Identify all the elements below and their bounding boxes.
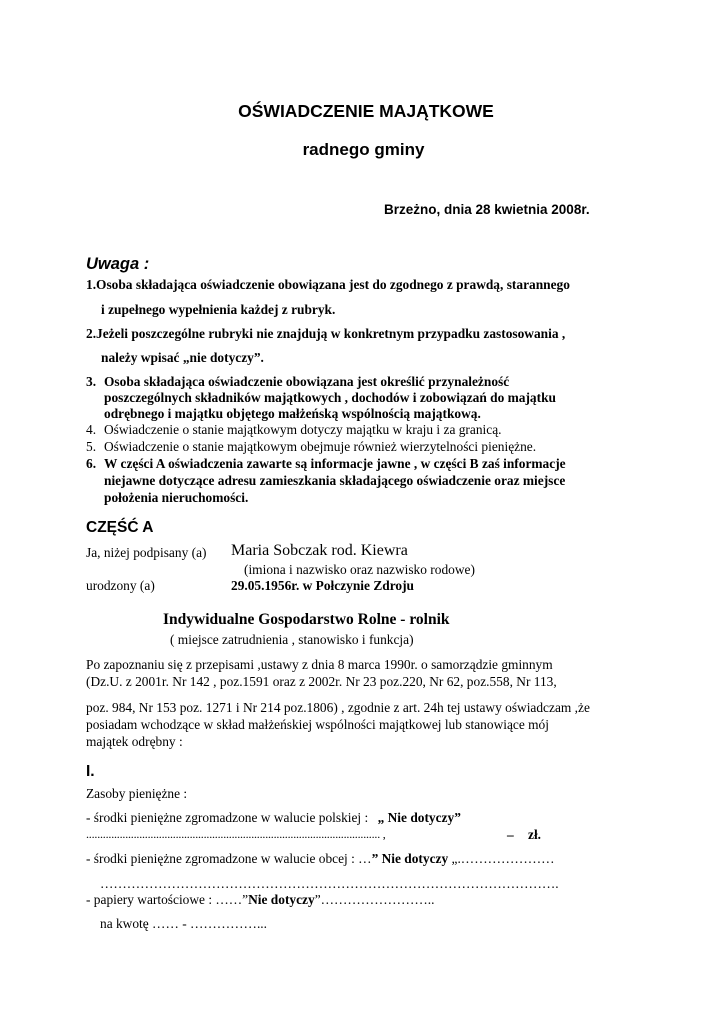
place-and-date: Brzeżno, dnia 28 kwietnia 2008r. <box>384 202 590 217</box>
signed-label: Ja, niżej podpisany (a) <box>86 545 207 560</box>
securities-label: - papiery wartościowe : ……” <box>86 892 249 907</box>
signed-name: Maria Sobczak rod. Kiewra <box>231 542 408 559</box>
note-1-line-2: i zupełnego wypełnienia każdej z rubryk. <box>101 302 336 317</box>
employment-value: Indywidualne Gospodarstwo Rolne - rolnik <box>163 611 450 628</box>
employment-hint: ( miejsce zatrudnienia , stanowisko i funkcja) <box>170 632 414 647</box>
securities-value: Nie dotyczy <box>248 892 315 907</box>
foreign-funds-label: - środki pieniężne zgromadzone w walucie obcej : … <box>86 851 372 866</box>
signed-name-hint: (imiona i nazwisko oraz nazwisko rodowe) <box>244 562 475 577</box>
note-5-text: Oświadczenie o stanie majątkowym obejmuje również wierzytelności pieniężne. <box>104 439 537 454</box>
note-2-line-1: 2.Jeżeli poszczególne rubryki nie znajdują w konkretnym przypadku zastosowania , <box>86 326 566 341</box>
pln-funds-row <box>86 810 461 826</box>
declaration-paragraph-line-4: posiadam wchodzące w skład małżeńskiej wspólności majątkowej lub stanowiące mój <box>86 717 549 732</box>
note-6-line-2: niejawne dotyczące adresu zamieszkania składającego oświadczenie oraz miejsce <box>104 473 566 488</box>
pln-funds-label: - środki pieniężne zgromadzone w walucie polskiej : <box>86 810 369 825</box>
notes-heading: Uwaga : <box>86 255 150 273</box>
declaration-paragraph-line-3: poz. 984, Nr 153 poz. 1271 i Nr 214 poz.1806) , zgodnie z art. 24h tej ustawy oświadczam ,że <box>86 700 590 715</box>
note-3-number: 3. <box>86 374 97 389</box>
note-3-line-2: poszczególnych składników majątkowych , dochodów i zobowiązań do majątku <box>104 390 556 405</box>
pln-funds-unit: zł. <box>528 827 542 842</box>
document-title: OŚWIADCZENIE MAJĄTKOWE <box>238 101 494 121</box>
securities-amount-line: na kwotę …… - ……………... <box>100 916 267 931</box>
note-6-line-3: położenia nieruchomości. <box>104 490 249 505</box>
note-5-number: 5. <box>86 439 97 454</box>
declaration-paragraph-line-1: Po zapoznaniu się z przepisami ,ustawy z dnia 8 marca 1990r. o samorządzie gminnym <box>86 657 553 672</box>
note-1-line-1: 1.Osoba składająca oświadczenie obowiązana jest do zgodnego z prawdą, starannego <box>86 277 570 292</box>
foreign-funds-row <box>86 851 555 867</box>
pln-funds-amount: – <box>507 827 514 842</box>
declaration-paragraph-line-5: majątek odrębny : <box>86 734 183 749</box>
born-value: 29.05.1956r. w Połczynie Zdroju <box>231 578 415 593</box>
pln-funds-value: „ Nie dotyczy” <box>377 810 461 825</box>
note-2-line-2: należy wpisać „nie dotyczy”. <box>101 350 264 365</box>
note-3-line-3: odrębnego i majątku objętego małżeńską wspólnością majątkową. <box>104 406 481 421</box>
note-4-number: 4. <box>86 422 97 437</box>
note-3-line-1: Osoba składająca oświadczenie obowiązana jest określić przynależność <box>104 374 510 389</box>
part-a-heading: CZĘŚĆ A <box>86 519 154 536</box>
foreign-funds-suffix: „.………………… <box>448 851 555 866</box>
securities-suffix: ”…………………….. <box>314 892 435 907</box>
cash-resources-label: Zasoby pieniężne : <box>86 786 188 801</box>
note-6-number: 6. <box>86 456 97 471</box>
securities-row <box>86 892 434 908</box>
born-label: urodzony (a) <box>86 578 155 593</box>
foreign-funds-value: ” Nie dotyczy <box>371 851 449 866</box>
note-6-line-1: W części A oświadczenia zawarte są informacje jawne , w części B zaś informacje <box>104 456 566 471</box>
note-4-text: Oświadczenie o stanie majątkowym dotyczy majątku w kraju i za granicą. <box>104 422 502 437</box>
declaration-paragraph-line-2: (Dz.U. z 2001r. Nr 142 , poz.1591 oraz z 2002r. Nr 23 poz.220, Nr 62, poz.558, Nr 113, <box>86 674 557 689</box>
foreign-funds-dots: …………………………………………………………………………………………. <box>100 876 559 891</box>
section-1-heading: I. <box>86 763 95 780</box>
document-subtitle: radnego gminy <box>302 140 425 159</box>
pln-funds-dots: ......................................................................................................... , <box>86 827 386 841</box>
